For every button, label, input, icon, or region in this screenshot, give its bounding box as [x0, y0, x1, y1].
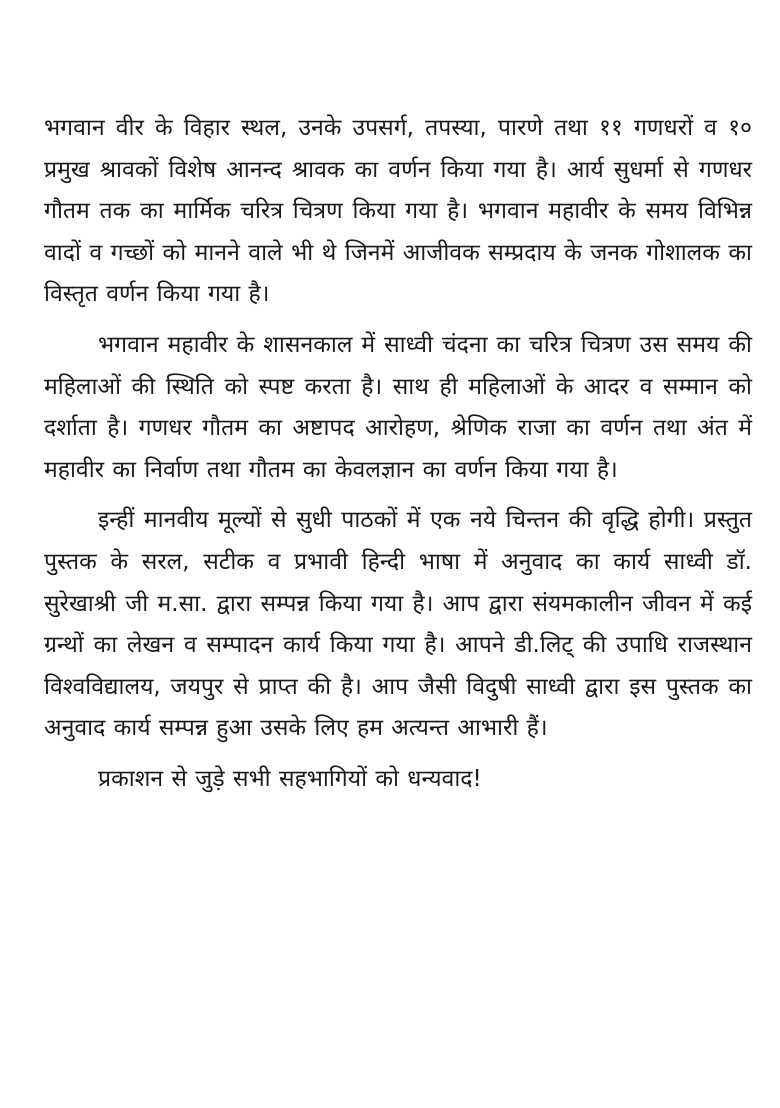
document-page: [44, 108, 752, 810]
paragraph-1: भगवान वीर के विहार स्थल, उनके उपसर्ग, तपस्या, पारणे तथा ११ गणधरों व १० प्रमुख श्रावकों विशेष आनन्द श्रावक का वर्णन किया गया है। आर्य सुधर्मा से गणधर गौतम तक का मार्मिक चरित्र चित्रण किया गया है। भगवान महावीर के समय विभिन्न वादों व गच्छों को मानने वाले भी थे जिनमें आजीवक सम्प्रदाय के जनक गोशालक का विस्तृत वर्णन किया गया है।: [44, 115, 752, 308]
paragraph-3: इन्हीं मानवीय मूल्यों से सुधी पाठकों में एक नये चिन्तन की वृद्धि होगी। प्रस्तुत पुस्तक के सरल, सटीक व प्रभावी हिन्दी भाषा में अनुवाद का कार्य साध्वी डॉ. सुरेखाश्री जी म.सा. द्वारा सम्पन्न किया गया है। आप द्वारा संयमकालीन जीवन में कई ग्रन्थों का लेखन व सम्पादन कार्य किया गया है। आपने डी.लिट् की उपाधि राजस्थान विश्वविद्यालय, जयपुर से प्राप्त की है। आप जैसी विदुषी साध्वी द्वारा इस पुस्तक का अनुवाद कार्य सम्पन्न हुआ उसके लिए हम अत्यन्त आभारी हैं।: [44, 507, 752, 742]
paragraph-4: प्रकाशन से जुड़े सभी सहभागियों को धन्यवाद!: [98, 765, 482, 792]
paragraph-2: भगवान महावीर के शासनकाल में साध्वी चंदना का चरित्र चित्रण उस समय की महिलाओं की स्थिति को स्पष्ट करता है। साथ ही महिलाओं के आदर व सम्मान को दर्शाता है। गणधर गौतम का अष्टापद आरोहण, श्रेणिक राजा का वर्णन तथा अंत में महावीर का निर्वाण तथा गौतम का केवलज्ञान का वर्णन किया गया है।: [44, 331, 752, 483]
